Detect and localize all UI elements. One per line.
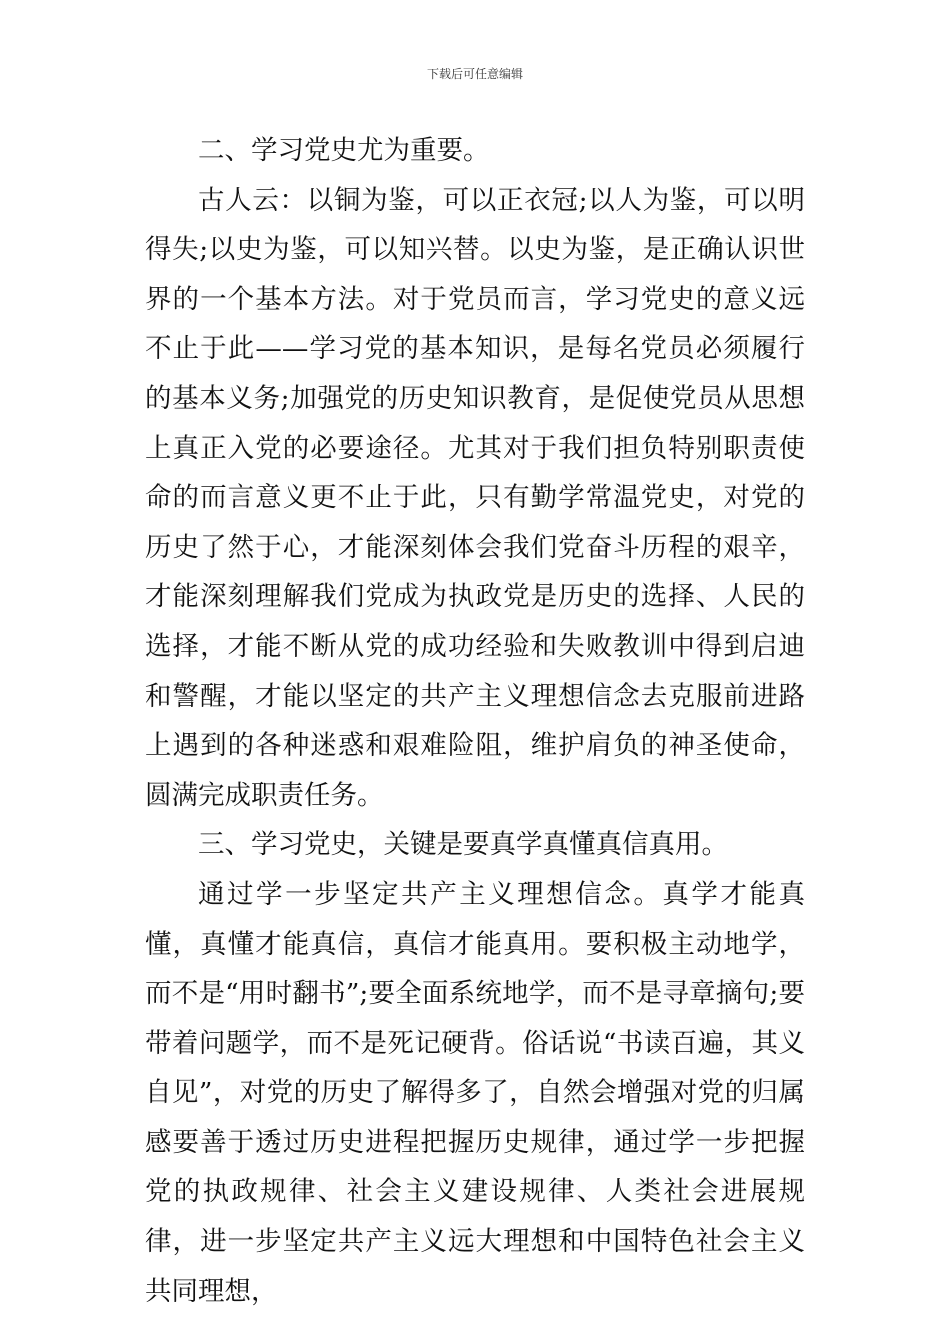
section-heading-2: 二、学习党史尤为重要。 (198, 135, 490, 166)
paragraph: 古人云：以铜为鉴，可以正衣冠;以人为鉴，可以明得失;以史为鉴，可以知兴替。以史为鉴，是正确认识世界的一个基本方法。对于党员而言，学习党史的意义远不止于此——学习党的基本知识，是每名党员必须履行的基本义务;加强党的历史知识教育，是促使党员从思想上真正入党的必要途径。尤其对于我们担负特别职责使命的而言意义更不止于此，只有勤学常温党史，对党的历史了然于心，才能深刻体会我们党奋斗历程的艰辛，才能深刻理解我们党成为执政党是历史的选择、人民的选择，才能不断从党的成功经验和失败教训中得到启迪和警醒，才能以坚定的共产主义理想信念去克服前进路上遇到的各种迷惑和艰难险阻，维护肩负的神圣使命，圆满完成职责任务。 (145, 184, 805, 811)
page-header: 下载后可任意编辑 (426, 67, 523, 81)
document-body (145, 126, 805, 1316)
paragraph: 通过学一步坚定共产主义理想信念。真学才能真懂，真懂才能真信，真信才能真用。要积极主动地学，而不是“用时翻书”;要全面系统地学，而不是寻章摘句;要带着问题学，而不是死记硬背。俗话说“书读百遍，其义自见”，对党的历史了解得多了，自然会增强对党的归属感要善于透过历史进程把握历史规律，通过学一步把握党的执政规律、社会主义建设规律、人类社会进展规律，进一步坚定共产主义远大理想和中国特色社会主义共同理想， (145, 878, 805, 1307)
section-heading-3: 三、学习党史，关键是要真学真懂真信真用。 (198, 829, 728, 861)
